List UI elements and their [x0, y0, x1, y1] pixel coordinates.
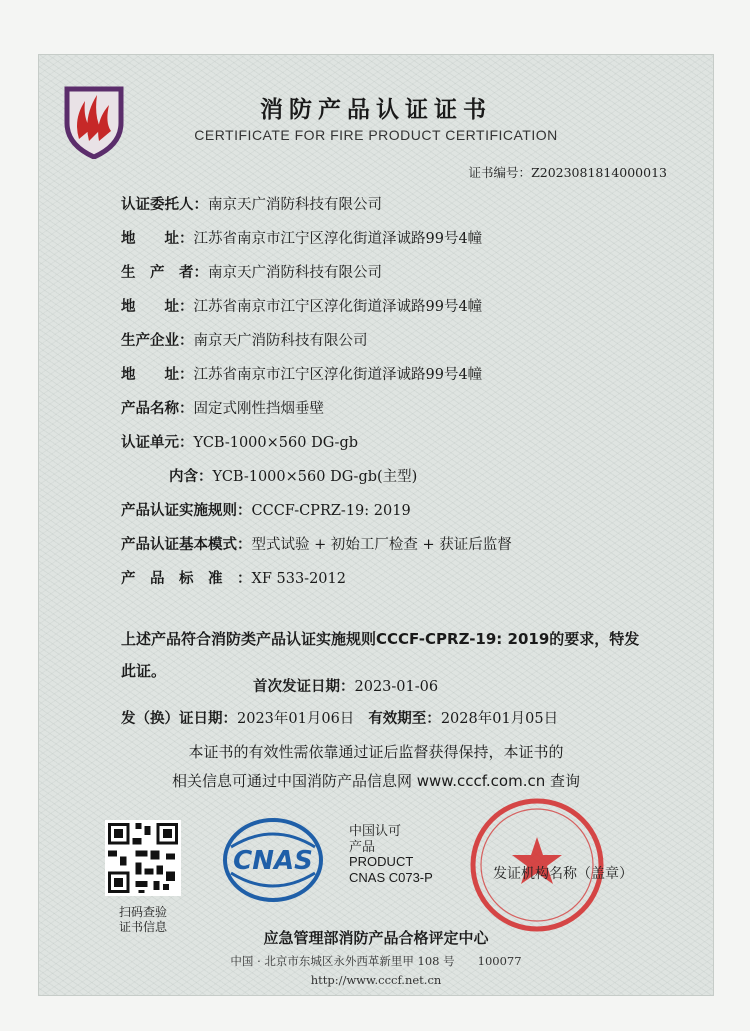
issue-date: 发（换）证日期：2023年01月06日 有效期至：2028年01月05日 — [121, 711, 559, 727]
field-manufacturer-address: 地 址：江苏省南京市江宁区淳化街道泽诚路99号4幢 — [121, 367, 483, 383]
valid-until-value: 2028年01月05日 — [440, 711, 559, 727]
field-product-name: 产品名称：固定式刚性挡烟垂壁 — [121, 401, 324, 417]
field-cert-mode: 产品认证基本模式：型式试验 + 初始工厂检查 + 获证后监督 — [121, 537, 512, 553]
certificate-title-english: CERTIFICATE FOR FIRE PRODUCT CERTIFICATION — [194, 127, 558, 143]
field-product-standard: 产 品 标 准 ：XF 533-2012 — [121, 571, 346, 587]
qr-code-icon — [105, 820, 181, 896]
conformity-statement-line-1: 上述产品符合消防类产品认证实施规则CCCF-CPRZ-19: 2019的要求，特发 — [121, 630, 640, 648]
field-includes: 内含：YCB-1000×560 DG-gb(主型) — [169, 469, 418, 485]
conformity-statement-line-2: 此证。 — [121, 662, 167, 680]
certificate-number-label: 证书编号： — [468, 165, 532, 180]
cnas-accreditation-text: 中国认可 产品 PRODUCT CNAS C073-P — [349, 823, 433, 885]
field-producer: 生 产 者：南京天广消防科技有限公司 — [121, 265, 382, 281]
issuing-center-website: http://www.cccf.net.cn — [310, 973, 442, 987]
field-applicant: 认证委托人：南京天广消防科技有限公司 — [121, 197, 382, 213]
first-issue-date: 首次发证日期：2023-01-06 — [253, 679, 439, 695]
issuing-center-address: 中国 · 北京市东城区永外西革新里甲 108 号 100077 — [230, 954, 522, 968]
validity-notice-line-2: 相关信息可通过中国消防产品信息网 www.cccf.com.cn 查询 — [172, 772, 580, 790]
certificate-number — [469, 163, 667, 181]
validity-notice-line-1: 本证书的有效性需依靠通过证后监督获得保持，本证书的 — [188, 743, 564, 761]
certificate-number-value: Z2023081814000013 — [531, 165, 667, 180]
issuer-name-stamp-label: 发证机构名称（盖章） — [493, 866, 633, 882]
cnas-logo-icon — [221, 815, 325, 905]
field-manufacturer: 生产企业：南京天广消防科技有限公司 — [121, 333, 368, 349]
qr-caption: 扫码查验 证书信息 — [118, 905, 167, 934]
valid-until-label: 有效期至： — [368, 711, 441, 727]
field-cert-unit: 认证单元：YCB-1000×560 DG-gb — [121, 435, 359, 451]
issuing-center-name: 应急管理部消防产品合格评定中心 — [263, 929, 489, 947]
field-implementation-rule: 产品认证实施规则：CCCF-CPRZ-19: 2019 — [121, 503, 411, 519]
field-producer-address: 地 址：江苏省南京市江宁区淳化街道泽诚路99号4幢 — [121, 299, 483, 315]
validity-notice — [39, 738, 713, 796]
certificate-title: 消防产品认证证书 — [260, 97, 492, 123]
field-applicant-address: 地 址：江苏省南京市江宁区淳化街道泽诚路99号4幢 — [121, 231, 483, 247]
svg-text:CNAS: CNAS — [233, 846, 313, 876]
certificate — [38, 54, 714, 996]
